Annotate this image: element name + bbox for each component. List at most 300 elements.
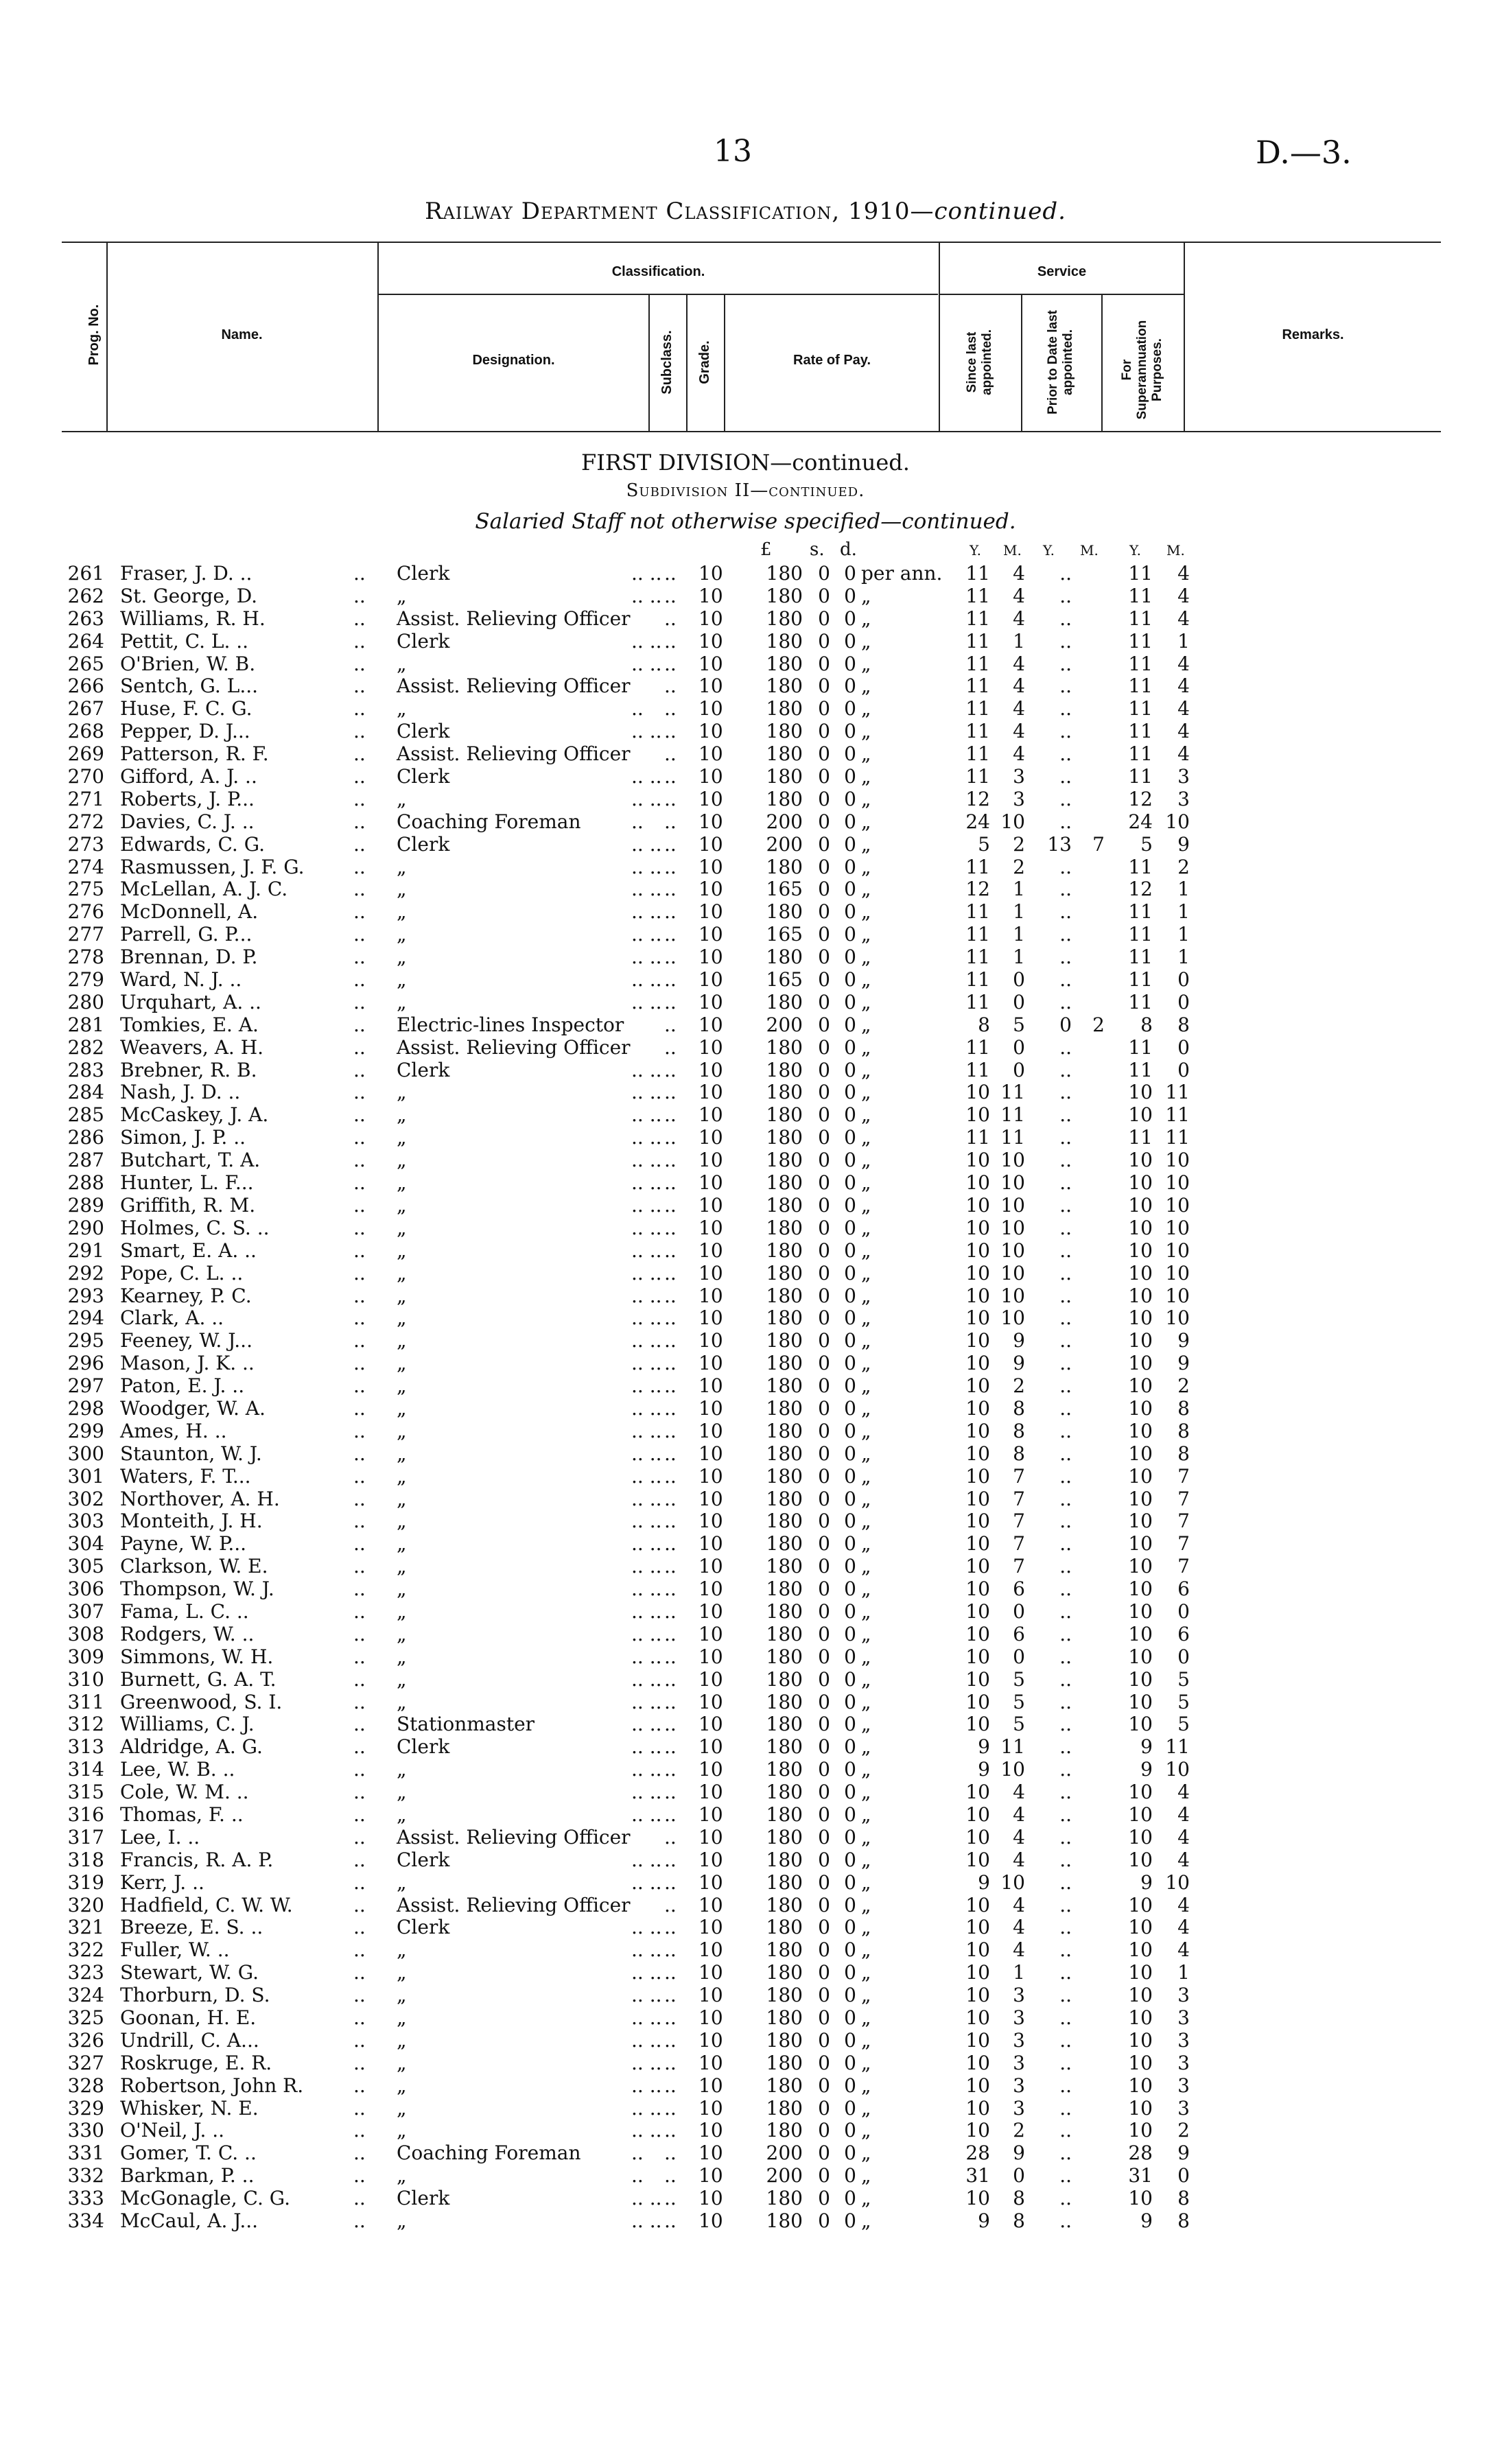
header-since-last: Since last appointed.	[965, 329, 994, 396]
since-months: 4	[1013, 1938, 1025, 1962]
leader-dots: ..	[353, 2006, 366, 2029]
leader-dots: ..	[353, 1193, 366, 1217]
since-months: 10	[1000, 1149, 1025, 1172]
pay-shillings: 0	[818, 1487, 830, 1510]
prior-years: ..	[1059, 1667, 1072, 1691]
subclass: ..	[664, 697, 677, 720]
designation: Clerk	[397, 562, 450, 585]
leader-dots: .. ..	[631, 1938, 662, 1962]
header-prog-no: Prog. No.	[86, 304, 102, 366]
total-months: 9	[1177, 2142, 1190, 2165]
total-months: 1	[1177, 946, 1190, 969]
total-months: 4	[1177, 697, 1190, 720]
since-years: 24	[965, 810, 990, 833]
table-row	[0, 1736, 1491, 1759]
table-row	[0, 1849, 1491, 1872]
since-years: 10	[965, 1577, 990, 1601]
total-years: 10	[1128, 1577, 1153, 1601]
subclass: ..	[664, 629, 677, 653]
total-months: 10	[1165, 1284, 1190, 1307]
subdivision-heading: Subdivision II—continued.	[626, 480, 865, 501]
total-years: 10	[1128, 1261, 1153, 1284]
since-years: 11	[965, 990, 990, 1013]
subclass: ..	[664, 2096, 677, 2120]
pay-pounds: 180	[766, 2187, 803, 2210]
leader-dots: .. ..	[631, 765, 662, 788]
table-row	[0, 1014, 1491, 1037]
subclass: ..	[664, 2164, 677, 2187]
since-years: 10	[965, 2096, 990, 2120]
grade: 10	[698, 1938, 723, 1962]
pay-pounds: 180	[766, 1667, 803, 1691]
subclass: ..	[664, 1487, 677, 1510]
pay-pence: 0	[844, 674, 856, 698]
leader-dots: ..	[353, 607, 366, 630]
subclass: ..	[664, 1035, 677, 1059]
prog-number: 302	[67, 1487, 104, 1510]
prog-number: 296	[67, 1352, 104, 1375]
subclass: ..	[664, 1916, 677, 1939]
staff-name: Mason, J. K. ..	[120, 1352, 255, 1375]
pay-period: „	[861, 855, 871, 878]
designation: „	[397, 697, 407, 720]
total-years: 10	[1128, 1825, 1153, 1849]
table-row	[0, 2187, 1491, 2210]
pay-period: „	[861, 946, 871, 969]
prior-years: ..	[1059, 562, 1072, 585]
table-row	[0, 1037, 1491, 1059]
table-row	[0, 1217, 1491, 1240]
subclass: ..	[664, 855, 677, 878]
pay-pence: 0	[844, 1035, 856, 1059]
since-months: 7	[1013, 1510, 1025, 1533]
since-years: 9	[978, 1870, 990, 1894]
since-months: 4	[1013, 1825, 1025, 1849]
prior-years: 0	[1059, 1013, 1072, 1036]
pay-pence: 0	[844, 1442, 856, 1465]
leader-dots: .. ..	[631, 1916, 662, 1939]
total-months: 10	[1165, 1171, 1190, 1195]
subclass: ..	[664, 2119, 677, 2142]
table-row	[0, 1398, 1491, 1420]
designation: „	[397, 878, 407, 901]
prior-months: 2	[1092, 1013, 1105, 1036]
total-months: 1	[1177, 1961, 1190, 1984]
pay-period: „	[861, 1058, 871, 1081]
leader-dots: ..	[353, 1916, 366, 1939]
total-months: 11	[1165, 1103, 1190, 1127]
since-months: 1	[1013, 878, 1025, 901]
pay-shillings: 0	[818, 1961, 830, 1984]
designation: „	[397, 1306, 407, 1330]
pay-pence: 0	[844, 1081, 856, 1104]
title-suffix: continued.	[934, 198, 1066, 225]
staff-name: Edwards, C. G.	[120, 832, 265, 856]
total-years: 10	[1128, 1306, 1153, 1330]
pay-shillings: 0	[818, 1216, 830, 1239]
designation: „	[397, 2164, 407, 2187]
since-months: 3	[1013, 787, 1025, 810]
pay-period: „	[861, 2164, 871, 2187]
leader-dots: .. ..	[631, 1622, 662, 1645]
total-months: 9	[1177, 1352, 1190, 1375]
prog-number: 329	[67, 2096, 104, 2120]
staff-table-body	[0, 563, 1491, 2233]
staff-name: Brennan, D. P.	[120, 946, 258, 969]
designation: Clerk	[397, 832, 450, 856]
pay-pounds: 180	[766, 584, 803, 607]
prior-months: 7	[1092, 832, 1105, 856]
designation: Clerk	[397, 1916, 450, 1939]
leader-dots: .. ..	[631, 629, 662, 653]
total-years: 11	[1128, 652, 1153, 675]
pay-pence: 0	[844, 2187, 856, 2210]
total-years: 9	[1140, 1870, 1153, 1894]
staff-name: Woodger, W. A.	[120, 1396, 266, 1420]
pay-shillings: 0	[818, 1667, 830, 1691]
grade: 10	[698, 1306, 723, 1330]
prior-years: ..	[1059, 2051, 1072, 2074]
since-years: 10	[965, 1825, 990, 1849]
pay-pounds: 180	[766, 1622, 803, 1645]
total-months: 11	[1165, 1081, 1190, 1104]
staff-name: Hunter, L. F...	[120, 1171, 254, 1195]
since-months: 4	[1013, 1781, 1025, 1804]
pay-period: „	[861, 2074, 871, 2097]
prog-number: 307	[67, 1599, 104, 1623]
leader-dots: ..	[353, 584, 366, 607]
leader-dots: .. ..	[631, 1352, 662, 1375]
pay-period: „	[861, 1510, 871, 1533]
prog-number: 327	[67, 2051, 104, 2074]
header-service: Service	[1037, 264, 1087, 279]
grade: 10	[698, 562, 723, 585]
staff-name: Rasmussen, J. F. G.	[120, 855, 305, 878]
pay-period: „	[861, 1171, 871, 1195]
subclass: ..	[664, 2074, 677, 2097]
grade: 10	[698, 1329, 723, 1352]
grade: 10	[698, 787, 723, 810]
staff-name: Butchart, T. A.	[120, 1149, 261, 1172]
since-months: 2	[1013, 855, 1025, 878]
staff-name: Gomer, T. C. ..	[120, 2142, 257, 2165]
leader-dots: ..	[353, 855, 366, 878]
since-months: 4	[1013, 562, 1025, 585]
table-row	[0, 2030, 1491, 2052]
pay-period: „	[861, 1081, 871, 1104]
pay-shillings: 0	[818, 2051, 830, 2074]
total-years: 10	[1128, 1916, 1153, 1939]
designation: Clerk	[397, 765, 450, 788]
since-years: 10	[965, 1938, 990, 1962]
since-months: 4	[1013, 1916, 1025, 1939]
pay-shillings: 0	[818, 1893, 830, 1916]
pay-pence: 0	[844, 720, 856, 743]
since-months: 5	[1013, 1013, 1025, 1036]
designation: „	[397, 2028, 407, 2052]
pay-period: „	[861, 765, 871, 788]
pay-pence: 0	[844, 1193, 856, 1217]
since-years: 11	[965, 765, 990, 788]
prog-number: 289	[67, 1193, 104, 1217]
prog-number: 267	[67, 697, 104, 720]
total-years: 10	[1128, 2051, 1153, 2074]
since-years: 10	[965, 2028, 990, 2052]
staff-name: Weavers, A. H.	[120, 1035, 264, 1059]
pay-pounds: 180	[766, 1193, 803, 1217]
designation: „	[397, 1329, 407, 1352]
prog-number: 283	[67, 1058, 104, 1081]
leader-dots: .. ..	[631, 946, 662, 969]
table-row	[0, 1195, 1491, 1217]
pay-pounds: 180	[766, 1690, 803, 1713]
prog-number: 333	[67, 2187, 104, 2210]
since-years: 11	[965, 968, 990, 992]
subclass: ..	[664, 810, 677, 833]
staff-name: Thomas, F. ..	[120, 1803, 244, 1826]
leader-dots: .. ..	[631, 1735, 662, 1759]
total-years: 11	[1128, 900, 1153, 924]
header-name: Name.	[221, 327, 263, 342]
prog-number: 282	[67, 1035, 104, 1059]
prog-number: 303	[67, 1510, 104, 1533]
pay-shillings: 0	[818, 1329, 830, 1352]
total-years: 10	[1128, 1803, 1153, 1826]
leader-dots: .. ..	[631, 1396, 662, 1420]
pay-period: „	[861, 1103, 871, 1127]
pay-shillings: 0	[818, 2074, 830, 2097]
pay-shillings: 0	[818, 2119, 830, 2142]
header-bottom-rule	[62, 431, 1441, 432]
pay-period: „	[861, 1555, 871, 1578]
staff-name: Monteith, J. H.	[120, 1510, 263, 1533]
total-years: 11	[1128, 1058, 1153, 1081]
total-years: 10	[1128, 2074, 1153, 2097]
total-months: 4	[1177, 1825, 1190, 1849]
since-months: 4	[1013, 1803, 1025, 1826]
prog-number: 316	[67, 1803, 104, 1826]
total-years: 11	[1128, 1035, 1153, 1059]
pay-shillings: 0	[818, 584, 830, 607]
leader-dots: ..	[353, 1035, 366, 1059]
pay-shillings: 0	[818, 855, 830, 878]
unit-since-years: Y.	[970, 542, 981, 559]
pay-pence: 0	[844, 742, 856, 766]
pay-pounds: 180	[766, 1599, 803, 1623]
prior-years: ..	[1059, 2006, 1072, 2029]
leader-dots: ..	[353, 1396, 366, 1420]
grade: 10	[698, 1103, 723, 1127]
leader-dots: ..	[353, 2028, 366, 2052]
header-classification: Classification.	[611, 264, 705, 279]
grade: 10	[698, 1893, 723, 1916]
since-years: 10	[965, 1916, 990, 1939]
leader-dots: ..	[353, 652, 366, 675]
staff-name: Rodgers, W. ..	[120, 1622, 255, 1645]
table-row	[0, 2007, 1491, 2030]
designation: „	[397, 1284, 407, 1307]
since-months: 0	[1013, 990, 1025, 1013]
since-years: 10	[965, 1961, 990, 1984]
pay-shillings: 0	[818, 1013, 830, 1036]
leader-dots: .. ..	[631, 1464, 662, 1488]
prior-years: ..	[1059, 1781, 1072, 1804]
prior-years: ..	[1059, 946, 1072, 969]
designation: „	[397, 1532, 407, 1556]
designation: „	[397, 2006, 407, 2029]
designation: „	[397, 2096, 407, 2120]
staff-name: McCaul, A. J...	[120, 2209, 259, 2233]
pay-pounds: 180	[766, 1239, 803, 1262]
designation: „	[397, 1374, 407, 1398]
grade: 10	[698, 968, 723, 992]
since-months: 10	[1000, 1758, 1025, 1781]
since-years: 5	[978, 832, 990, 856]
staff-name: Griffith, R. M.	[120, 1193, 256, 1217]
total-months: 4	[1177, 1848, 1190, 1871]
pay-pence: 0	[844, 1555, 856, 1578]
prior-years: ..	[1059, 1961, 1072, 1984]
leader-dots: .. ..	[631, 787, 662, 810]
leader-dots: .. ..	[631, 1984, 662, 2007]
leader-dots: ..	[353, 1577, 366, 1601]
table-row	[0, 563, 1491, 585]
leader-dots: ..	[353, 1735, 366, 1759]
leader-dots: ..	[353, 1961, 366, 1984]
table-row	[0, 1962, 1491, 1984]
leader-dots: .. ..	[631, 1329, 662, 1352]
leader-dots: .. ..	[631, 1667, 662, 1691]
staff-name: Burnett, G. A. T.	[120, 1667, 277, 1691]
subclass: ..	[664, 1261, 677, 1284]
pay-pounds: 180	[766, 1126, 803, 1149]
since-years: 12	[965, 787, 990, 810]
leader-dots: ..	[353, 1464, 366, 1488]
prior-years: ..	[1059, 1442, 1072, 1465]
since-years: 10	[965, 2074, 990, 2097]
total-months: 2	[1177, 855, 1190, 878]
pay-pence: 0	[844, 1464, 856, 1488]
total-months: 6	[1177, 1577, 1190, 1601]
total-years: 10	[1128, 1938, 1153, 1962]
since-years: 10	[965, 1149, 990, 1172]
staff-name: Roberts, J. P...	[120, 787, 255, 810]
pay-period: „	[861, 1848, 871, 1871]
pay-pence: 0	[844, 562, 856, 585]
grade: 10	[698, 1803, 723, 1826]
leader-dots: ..	[353, 1081, 366, 1104]
prog-number: 293	[67, 1284, 104, 1307]
prior-years: ..	[1059, 720, 1072, 743]
pay-pence: 0	[844, 1532, 856, 1556]
total-years: 10	[1128, 1419, 1153, 1442]
since-months: 1	[1013, 629, 1025, 653]
designation: „	[397, 1149, 407, 1172]
prog-number: 317	[67, 1825, 104, 1849]
grade: 10	[698, 1510, 723, 1533]
pay-pence: 0	[844, 1419, 856, 1442]
staff-name: Patterson, R. F.	[120, 742, 269, 766]
total-years: 12	[1128, 787, 1153, 810]
total-months: 4	[1177, 562, 1190, 585]
designation: „	[397, 1103, 407, 1127]
grade: 10	[698, 765, 723, 788]
pay-pounds: 180	[766, 1419, 803, 1442]
staff-name: Greenwood, S. I.	[120, 1690, 283, 1713]
total-years: 10	[1128, 2006, 1153, 2029]
staff-name: Pope, C. L. ..	[120, 1261, 244, 1284]
since-years: 10	[965, 1781, 990, 1804]
staff-name: Parrell, G. P...	[120, 923, 253, 946]
total-months: 7	[1177, 1464, 1190, 1488]
prior-years: ..	[1059, 1103, 1072, 1127]
service-rule	[940, 294, 1184, 295]
table-row	[0, 811, 1491, 834]
grade: 10	[698, 2142, 723, 2165]
subclass: ..	[664, 1532, 677, 1556]
total-months: 0	[1177, 1645, 1190, 1668]
unit-total-months: M.	[1166, 542, 1185, 559]
total-months: 1	[1177, 900, 1190, 924]
grade: 10	[698, 1352, 723, 1375]
prior-years: ..	[1059, 629, 1072, 653]
subclass: ..	[664, 2187, 677, 2210]
table-row	[0, 1104, 1491, 1127]
leader-dots: .. ..	[631, 1239, 662, 1262]
pay-pence: 0	[844, 1126, 856, 1149]
prog-number: 306	[67, 1577, 104, 1601]
leader-dots: ..	[353, 2119, 366, 2142]
pay-shillings: 0	[818, 946, 830, 969]
grade: 10	[698, 1081, 723, 1104]
division-heading: FIRST DIVISION—continued.	[581, 449, 910, 476]
pay-pounds: 180	[766, 1645, 803, 1668]
prog-number: 297	[67, 1374, 104, 1398]
col-divider	[1021, 294, 1022, 431]
pay-shillings: 0	[818, 1149, 830, 1172]
since-months: 1	[1013, 946, 1025, 969]
pay-pounds: 180	[766, 1532, 803, 1556]
pay-pounds: 180	[766, 1781, 803, 1804]
total-months: 3	[1177, 2051, 1190, 2074]
table-row	[0, 901, 1491, 924]
pay-pounds: 200	[766, 1013, 803, 1036]
total-months: 3	[1177, 1984, 1190, 2007]
designation: „	[397, 1599, 407, 1623]
leader-dots: ..	[353, 1126, 366, 1149]
total-years: 10	[1128, 1239, 1153, 1262]
prior-years: ..	[1059, 1735, 1072, 1759]
pay-pence: 0	[844, 1916, 856, 1939]
designation: „	[397, 1352, 407, 1375]
pay-shillings: 0	[818, 923, 830, 946]
subclass: ..	[664, 878, 677, 901]
total-months: 7	[1177, 1532, 1190, 1556]
prior-years: ..	[1059, 1081, 1072, 1104]
table-row	[0, 856, 1491, 879]
pay-shillings: 0	[818, 1419, 830, 1442]
header-remarks: Remarks.	[1282, 327, 1344, 342]
pay-pence: 0	[844, 584, 856, 607]
staff-name: Stewart, W. G.	[120, 1961, 259, 1984]
pay-period: „	[861, 1396, 871, 1420]
grade: 10	[698, 1487, 723, 1510]
designation: Assist. Relieving Officer	[397, 742, 631, 766]
leader-dots: ..	[353, 1149, 366, 1172]
grade: 10	[698, 1171, 723, 1195]
pay-shillings: 0	[818, 1781, 830, 1804]
designation: „	[397, 1645, 407, 1668]
